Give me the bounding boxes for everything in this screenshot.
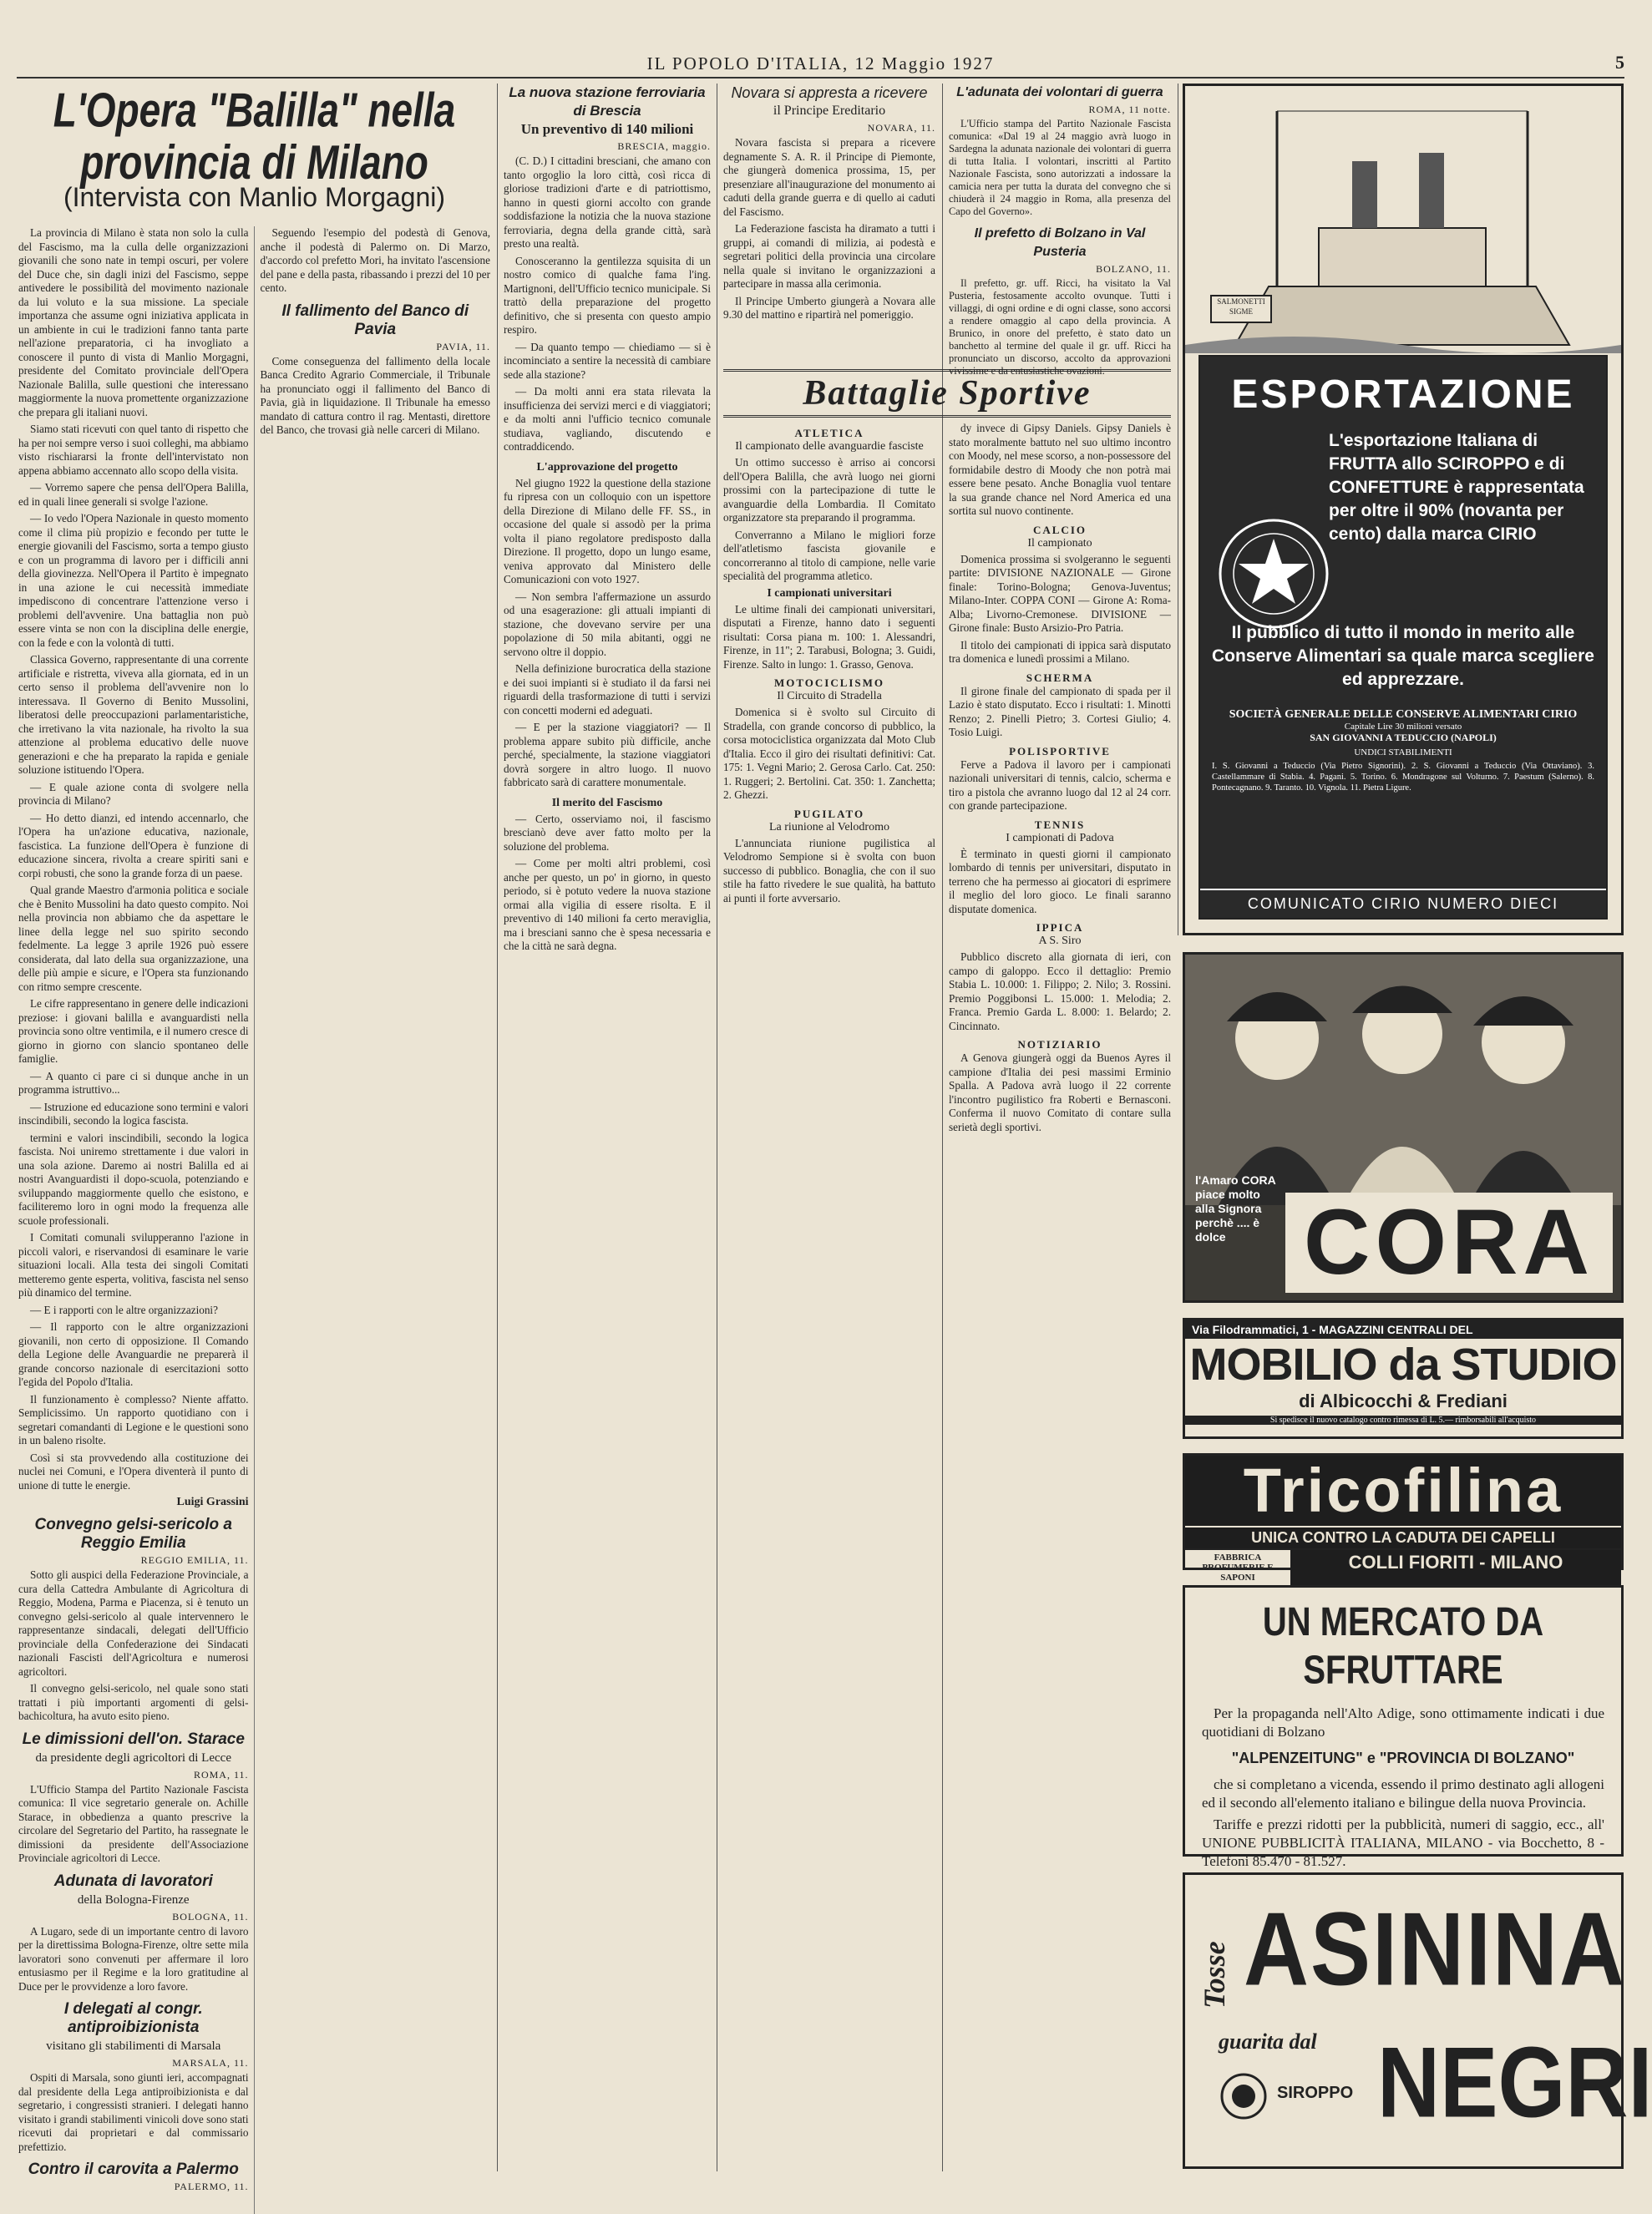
asinina-guarita: guarita dal [1219,2029,1317,2054]
article-subheadline: il Principe Ereditario [773,104,886,118]
paragraph: — A quanto ci pare ci si dunque anche in un programma istruttivo... [18,1069,249,1096]
paragraph: Siamo stati ricevuti con quel tanto di rispetto che ha per noi sempre verso i suoi colleghi, ma abbiamo visto rischiararsi la fronte dell'intervistato non appena abbiamo accennato allo scopo della visita. [18,423,249,477]
tricofilina-tagline: UNICA CONTRO LA CADUTA DEI CAPELLI [1185,1526,1621,1548]
seal-icon [1219,2071,1269,2121]
paragraph: Domenica prossima si svolgeranno le seguenti partite: DIVISIONE NAZIONALE — Girone finale: Torino-Bologna; Genova-Juventus; Milano-Inter. COPPA CONI — Girone A: Roma-Alba; Livorno-Cremonese. DIVISIONE — Girone finale: Busto Arsizio-Pro Patria. [949,552,1171,634]
paragraph: Converranno a Milano le migliori forze dell'atletismo fascista giovanile e concorreranno al titolo di campione, nelle varie specialità del programma atletico. [723,528,935,582]
article-subheadline: della Bologna-Firenze [77,1892,190,1907]
byline: Luigi Grassini [176,1496,249,1508]
paragraph: — E i rapporti con le altre organizzazioni? [30,1303,218,1316]
paragraph: — Ho detto dianzi, ed intendo accennarlo, che l'Opera ha un'azione educativa, nazionale, fascistica. La funzione dell'Opera è funzione di educazione sincera, rivolta a creare spiriti sani e corpi robusti, che sono la grande forza di un paese. [18,811,249,879]
article-subheadline: Un preventivo di 140 milioni [520,121,694,137]
paragraph: Qual grande Maestro d'armonia politica e sociale che è Benito Mussolini ha dato questo compito. Noi nella provincia non abbiamo che da aspettare le linee della legge nel suo spirito secondo fedelmente. La legge 3 aprile 1926 può essere considerata, dal lato della sua organizzazione, una delle più ampie e sicure, e l'Opera sta funzionando con ritmo sempre crescente. [18,884,249,993]
column-rule [497,84,498,2171]
article-subheadline: da presidente degli agricoltori di Lecce [35,1750,231,1765]
article-headline: Le dimissioni dell'on. Starace [22,1730,245,1748]
page-header [17,52,1624,79]
dateline: BRESCIA, maggio. [617,140,711,152]
paragraph: Seguendo l'esempio del podestà di Genova, anche il podestà di Palermo on. Di Marzo, d'accordo col prefetto Mori, ha invitato l'ascensione del pane e della pasta, ribassando i prezzi del 10 per cento. [260,226,490,294]
ad-mercato [1183,1585,1624,1869]
ad-cirio [1183,84,1624,935]
page-number: 5 [1615,52,1624,73]
paragraph: Ospiti di Marsala, sono giunti ieri, accompagnati dal presidente della Lega antiproibizionista e dal segretario, i congressisti stranieri. I delegati hanno visitato i grandi stabilimenti vinicoli dove sono stati ricevuti dai proprietari e dal commissario prefettizio. [18,2071,249,2153]
paragraph: A Lugaro, sede di un importante centro di lavoro per la direttissima Bologna-Firenze, oltre sette mila lavoratori sono convenuti per affermare il loro entusiasmo per il Regime e la loro gratitudine al Duce per le provvidenze a loro favore. [18,1924,249,1993]
cirio-company: SOCIETÀ GENERALE DELLE CONSERVE ALIMENTARI CIRIO [1229,708,1578,721]
paragraph: Come conseguenza del fallimento della locale Banca Credito Agrario Commerciale, il Tribunale ha pronunciato oggi il fallimento del Banco di Pavia, già in liquidazione. Il Tribunale ha emesso mandato di cattura contro il rag. Mentasti, direttore del Banco, che trovasi già nelle carceri di Milano. [260,354,490,436]
paragraph: Le cifre rappresentano in genere delle indicazioni preziose: i giovani balilla e avanguardisti nella provincia sono oltre ventimila, e il numero cresce di giorno in giorno con slancio spontaneo delle famiglie. [18,997,249,1065]
cirio-title: ESPORTAZIONE [1231,372,1575,417]
seal-core [1232,2085,1255,2108]
paragraph: Il prefetto, gr. uff. Ricci, ha visitato la Val Pusteria, festosamente accolto ovunque. Tutti i villaggi, di ogni ordine e di ogni classe, sono accorsi a rendere omaggio al capo della provincia. A Brunico, in onore del prefetto, è stato dato un banchetto al termine del quale il gr. uff. Ricci ha pronunciato un discorso, accolto da approvazioni vivissime e da entusiastiche ovazioni. [949,277,1171,377]
dateline: ROMA, 11. [193,1768,249,1781]
paragraph: È terminato in questi giorni il campionato lombardo di tennis per universitari, disputato in terreno che ha permesso ai giocatori di esprimere il meglio del loro gioco. Le finali saranno disputate domenica. [949,847,1171,915]
dateline: BOLZANO, 11. [1096,263,1171,275]
article-headline: Contro il carovita a Palermo [28,2161,239,2178]
mercato-paragraph: che si completano a vicenda, essendo il primo destinato agli allogeni ed il secondo all'elemento italiano e bilingue della nuova Provincia. [1202,1776,1604,1811]
paragraph: — E per la stazione viaggiatori? — Il problema appare subito più difficile, anche perché, specialmente, la stazione viaggiatori dovrà sorgere in altro luogo. Il nuovo fabbricato sarà di carattere monumentale. [504,721,711,788]
sports-banner-title: Battaglie Sportive [803,374,1092,413]
mobilio-owners: di Albicocchi & Frediani [1299,1391,1508,1411]
asinina-brand-negri: NEGRI [1377,2027,1652,2139]
cirio-star-emblem [1215,515,1332,632]
dateline: REGGIO EMILIA, 11. [140,1554,249,1566]
asinina-siroppo: SIROPPO [1277,2084,1354,2102]
dateline: NOVARA, 11. [867,122,935,134]
paragraph: I Comitati comunali svilupperanno l'azione in piccoli valori, e riservandosi di esaminare le varie situazioni locali. Alla testa dei singoli Comitati metteremo gente esperta, volitiva, fascista nel senso più dinamico del termine. [18,1231,249,1299]
lead-subheadline: (Intervista con Manlio Morgagni) [63,182,446,212]
paragraph: Sotto gli auspici della Federazione Provinciale, a cura della Cattedra Ambulante di Agricoltura di Reggio, Modena, Parma e Piacenza, si è tenuto un convegno gelsi-sericolo al quale intervennero le rappresentanze sindacali, delegati dell'Ufficio provinciale della Confederazione dei Sindacati nazionali Fascisti dell'Agricoltura e numerosi agricoltori. [18,1568,249,1678]
section-subheading: Il merito del Fascismo [551,796,663,809]
section-subheading: I campionati di Padova [1006,831,1114,844]
section-label: TENNIS [1034,818,1086,831]
section-subheading: Il campionato [1027,536,1092,550]
paragraph: termini e valori inscindibili, secondo la logica fascista. Noi uniremo strettamente i due valori in una sola azione. Daremo ai nostri Balilla ed ai nostri Avanguardisti il dopo-scuola, potenziando e sviluppando maggiormente quello che esistono, e faciliteremo loro in ogni modo la frequenza alle scuole professionali. [18,1131,249,1227]
paragraph: Pubblico discreto alla giornata di ieri, con campo di galoppo. Ecco il dettaglio: Premio Stabia L. 10.000: 1. Filippo; 2. Nilo; 3. Rossini. Premio Poggibonsi L. 15.000: 1. Melodia; 2. Franca. Premio Garda L. 8.000: 1. Belardo; 2. Cincinnato. [949,950,1171,1032]
section-label: IPPICA [1036,921,1084,934]
section-label: MOTOCICLISMO [773,676,885,689]
asinina-tosse: Tosse [1198,1941,1231,2009]
lead-article-balilla [18,82,490,2192]
cora-tagline: l'Amaro CORA piace molto alla Signora perchè .... è dolce [1195,1173,1276,1244]
paragraph: (C. D.) I cittadini bresciani, che amano con tanto orgoglio la loro città, così ricca di gloriose tradizioni d'arte e di patriottismo, hanno in questi giorni accolto con grande soddisfazione la notizia che la nuova stazione ferroviaria, degna della grande città, sarà presto una realtà. [504,155,711,250]
paragraph: Così si sta provvedendo alla costituzione dei nuclei nei Comuni, e l'Opera diventerà il punto di unione di tutte le energie. [18,1451,249,1492]
section-label: POLISPORTIVE [1009,744,1111,757]
tricofilina-place: COLLI FIORITI - MILANO [1290,1550,1621,1585]
ship-funnel [1352,161,1377,228]
cirio-panel [1198,355,1608,920]
mobilio-brand: MOBILIO da STUDIO [1189,1340,1617,1390]
paragraph: — Da quanto tempo — chiediamo — si è incominciato a sentire la necessità di cambiare sede alla stazione? [504,340,711,381]
article-volontari [949,84,1171,377]
mercato-paragraph: Per la propaganda nell'Alto Adige, sono ottimamente indicati i due quotidiani di Bolzano [1202,1705,1604,1740]
paragraph: L'Ufficio Stampa del Partito Nazionale Fascista comunica: Il vice segretario generale on. Achille Starace, in obbedienza a quanto prescrive la circolare del Segretario del Partito, ha rassegnate le dimissioni da presidente dell'Associazione Provinciale agricoltori di Lecce. [18,1782,249,1864]
dateline: MARSALA, 11. [172,2057,249,2069]
mercato-title: UN MERCATO DA SFRUTTARE [1262,1599,1544,1693]
section-subheading: Il Circuito di Stradella [777,690,882,702]
paragraph: L'annunciata riunione pugilistica al Velodromo Sempione si è svolta con buon successo di pubblico. Bonaglia, che con il suo stile ha fatto rivedere le sue qualità, ha battuto ai punti il forte avversario. [723,836,935,904]
section-label: ATLETICA [794,427,864,439]
paragraph: — Come per molti altri problemi, così anche per questo, un po' in giorno, in questo periodo, si è potuto vedere la nuova stazione ormai alla vigilia di essere risolta. E il preventivo di 140 milioni fa certo meraviglia, ma i bresciani sanno che è spesa necessaria e che la città ne sarà degna. [504,857,711,952]
paragraph: Il Principe Umberto giungerà a Novara alle 9.30 del mattino e ripartirà nel pomeriggio. [723,294,935,321]
paragraph: Classica Governo, rappresentante di una corrente artificiale e ristretta, viveva alla giornata, ed in un certo senso il problema dell'avvenire non lo interessava. Il Governo di Benito Mussolini, liberatosi delle preoccupazioni parlamentaristiche, che irretivano la vita nazionale, ha rivolto la sua attenzione al problema educativo delle nuove generazioni e che ha preparato la rapida e geniale soluzione istituendo l'Opera. [18,653,249,776]
masthead: IL POPOLO D'ITALIA, 12 Maggio 1927 [646,53,995,73]
paragraph: — Non sembra l'affermazione un assurdo od una esagerazione: gli attuali impianti di stazione, che dovevano servire per una popolazione di 50 mila abitanti, oggi ne servono oltre il doppio. [504,590,711,658]
sports-column-left [723,422,935,2176]
section-subheading: A S. Siro [1038,935,1082,947]
section-label: CALCIO [1032,523,1087,536]
ship-funnel [1419,153,1444,228]
paragraph: — Istruzione ed educazione sono termini e valori inscindibili, secondo la logica fascista. [18,1100,249,1127]
mobilio-address: Via Filodrammatici, 1 - MAGAZZINI CENTRALI DEL [1185,1320,1621,1339]
paragraph: — Il rapporto con le altre organizzazioni giovanili, non certo di opposizione. Il Comando della Legione delle Avanguardie ne preparerà il grande concorso nazionale di esercitazioni sotto l'egida del Popolo d'Italia. [18,1320,249,1388]
section-subheading: La riunione al Velodromo [769,820,889,833]
ship-deck [1319,228,1486,286]
paragraph: Novara fascista si prepara a ricevere degnamente S. A. R. il Principe di Piemonte, che giungerà domenica prossima, 15, per presenziare all'inaugurazione del monumento ai caduti della grande guerra e di quello ai caduti del Fascismo. [723,136,935,218]
ad-asinina [1183,1872,1652,2169]
article-headline: Convegno gelsi-sericolo a Reggio Emilia [34,1516,232,1552]
mercato-papers: "ALPENZEITUNG" e "PROVINCIA DI BOLZANO" [1231,1750,1575,1766]
paragraph: Il funzionamento è complesso? Niente affatto. Semplicissimo. Un rapporto quotidiano con i segretari comandanti di Legione e le questioni sono in un baleno risolte. [18,1392,249,1446]
article-subheadline: visitano gli stabilimenti di Marsala [46,2039,221,2053]
dateline: PAVIA, 11. [436,340,490,352]
cirio-hq: SAN GIOVANNI A TEDUCCIO (NAPOLI) [1310,732,1497,743]
paragraph: L'Ufficio stampa del Partito Nazionale Fascista comunica: «Dal 19 al 24 maggio avrà luogo in Sardegna la adunata nazionale dei volontari di guerra di tutta Italia. I volontari, inscritti al Partito Nazionale Fascista, sono autorizzati a indossare la camicia nera per tutta la durata del convegno che si chiuderà il 24 maggio in Roma, alla presenza del Capo del Governo». [949,118,1171,217]
section-subheading: I campionati universitari [767,586,892,600]
article-headline: Il fallimento del Banco di Pavia [281,301,469,338]
cora-brand: CORA [1285,1193,1613,1293]
ad-tricofilina [1183,1453,1624,1583]
paragraph: Nel giugno 1922 la questione della stazione fu ripresa con un colloquio con un ispettore della Direzione di Milano delle FF. SS., in occasione del quale si assodò per la prima volta il piano regolatore predisposto dalla Direzione. Il progetto, dopo un lungo esame, veniva approvato dal Ministero delle Comunicazioni con voto 1927. [504,476,711,585]
paragraph: La Federazione fascista ha diramato a tutti i gruppi, ai comandi di milizia, ai podestà e segretari politici della provincia una circolare nella quale si invitano le organizzazioni a partecipare in massa alla cerimonia. [723,222,935,290]
section-label: SCHERMA [1026,671,1094,684]
article-headline: L'adunata dei volontari di guerra [956,85,1163,99]
paragraph: Domenica si è svolto sul Circuito di Stradella, con grande concorso di pubblico, la corsa motociclistica organizzata dal Moto Club d'Italia. Ecco il giro dei risultati definitivi: Cat. 175: 1. Vegni Mario; 2. Gerosa Carlo. Cat. 250: 1. Ruggeri; 2. Bertolini. Cat. 350: 1. Zanchetta; 2. Ghezzi. [723,706,935,801]
mercato-paragraph: Tariffe e prezzi ridotti per la pubblicità, numeri di saggio, ecc., all' UNIONE PUBBLICITÀ ITALIANA, MILANO - via Bocchetto, 8 - Telefoni 85.470 - 81.527. [1202,1816,1604,1869]
paragraph: La provincia di Milano è stata non solo la culla del Fascismo, ma la culla delle organizzazioni giovanili che sono nate in tempi oscuri, per volere del Duce che, sin dagli inizi del Fascismo, seppe antivedere le possibilità del movimento nazionale da lui voluto e la sua missione. La speciale importanza che assume ogni iniziativa applicata in un ambiente in cui le tradizioni fanno tanta parte nell'azione preparatoria, ci ha invogliato a conoscere il punto di vista di Manlio Morgagni, presidente del Comitato provinciale dell'Opera Nazionale Balilla, sulle questioni che interessano maggiormente la nuova promettente organizzazione che prepara gli italiani nuovi. [18,226,249,418]
cirio-plants-label: UNDICI STABILIMENTI [1354,747,1452,757]
article-brescia-station [504,84,711,2180]
cirio-capital: Capitale Lire 30 milioni versato [1344,722,1462,732]
section-label: NOTIZIARIO [1017,1038,1102,1051]
article-headline: Il prefetto di Bolzano in Val Pusteria [974,226,1146,259]
section-label: PUGILATO [793,807,865,820]
article-headline: I delegati al congr. antiproibizionista [63,2000,203,2036]
paragraph: Il girone finale del campionato di spada per il Lazio è stato disputato. Ecco i risultati: 1. Minotti Renzo; 2. Pinelli Pietro; 3. Cortesi Giulio; 4. Tosio Luigi. [949,684,1171,738]
ad-mobilio [1183,1318,1624,1439]
paragraph: — E quale azione conta di svolgere nella provincia di Milano? [18,780,249,807]
paragraph: — Vorremo sapere che pensa dell'Opera Balilla, ed in quali linee generali si svolge l'azione. [18,481,249,508]
paragraph: — Certo, osserviamo noi, il fascismo brescianò deve aver fatto molto per la soluzione del problema. [504,812,711,853]
lead-headline: L'Opera "Balilla" nella provincia di Milano [53,82,456,190]
paragraph: Il titolo dei campionati di ippica sarà disputato tra domenica e lunedì prossimi a Milano. [949,638,1171,665]
tricofilina-maker: FABBRICA PROFUMERIE E SAPONI [1202,1553,1274,1583]
paragraph: Conosceranno la gentilezza squisita di un nostro comico di qualche fama l'ing. Martignoni, dell'Ufficio tecnico municipale. Si trattò della preparazione del progetto definitivo, che si presenta con questo ampio respiro. [504,254,711,336]
article-headline: Adunata di lavoratori [53,1872,213,1890]
article-headline: Novara si appresta a ricevere [731,84,928,101]
article-headline: La nuova stazione ferroviaria di Brescia [509,84,706,119]
paragraph: Nella definizione burocratica della stazione e dei suoi impianti si è studiato il da farsi nei riguardi della trasformazione di tutti i servizi con concetti moderni ed adeguati. [504,662,711,717]
paragraph: — Io vedo l'Opera Nazionale in questo momento come il clima più propizio e fecondo per tutte le energie giovanili del Fascismo, sorta a tempo giusto e con un programma di lavoro per i difficili anni della giovinezza. Nell'Opera il Partito è impegnato in una azione le cui necessità immediate impediscono di concentrare l'attenzione verso i problemi dell'avvenire. Una battaglia non può essere vinta se non con la disciplina delle energie, con la fede e con la volontà di tutti. [18,512,249,649]
ad-cora [1183,952,1624,1303]
cora-illustration [1185,955,1621,1205]
cirio-footer: COMUNICATO CIRIO NUMERO DIECI [1200,889,1606,918]
cirio-slogan: Il pubblico di tutto il mondo in merito alle Conserve Alimentari sa quale marca scegliere ed apprezzare. [1212,623,1594,689]
cirio-plants: I. S. Giovanni a Teduccio (Via Pietro Signorini). 2. S. Giovanni a Teduccio (Via Ottaviano). 3. Castellammare di Stabia. 4. Pagani. 5. Torino. 6. Mondragone sul Volturno. 7. Paestum (Salerno). 8. Pontecagnano. 9. Taranto. 10. Vignola. 11. Pietra Ligure. [1212,762,1594,793]
dateline: ROMA, 11 notte. [1088,104,1171,115]
paragraph: — Da molti anni era stata rilevata la insufficienza dei servizi merci e di viaggiatori; e da molti anni l'ufficio tecnico comunale studiava, vagliando, discutendo e contraddicendo. [504,385,711,453]
paragraph: A Genova giungerà oggi da Buenos Ayres il campione d'Italia dei pesi massimi Erminio Spalla. A Padova avrà luogo il 22 corrente l'incontro pugilistico fra Roberti e Bernasconi. Conferma il nuovo Comitato di contare sulla serietà degli sportivi. [949,1051,1171,1133]
asinina-brand: ASININA [1244,1890,1627,2007]
paragraph: dy invece di Gipsy Daniels. Gipsy Daniels è stato moralmente battuto nel suo ultimo incontro con Moody, nel mese scorso, a non-possessore del formidabile destro di Moody che non potrà mai essere bene pesato. Anche Bonaglia vuol tentare la sua grande chance nel Nord America ed una sortita sul nuovo continente. [949,422,1171,517]
dateline: BOLOGNA, 11. [172,1910,249,1923]
star-icon [1239,539,1309,604]
paragraph: Le ultime finali dei campionati universitari, disputati a Firenze, hanno dato i seguenti risultati: Corsa piana m. 100: 1. Alessandri, Firenze, in 11"; 2. Tarabusi, Bologna; 3. Guidi, Firenze. Salto in lungo: 1. Grasso, Genova. [723,602,935,671]
paragraph: Il convegno gelsi-sericolo, nel quale sono stati trattati i più importanti argomenti di gelsi-bachicoltura, ha avuto esito pieno. [18,1682,249,1722]
tricofilina-brand: Tricofilina [1185,1456,1621,1526]
mobilio-note: Si spedisce il nuovo catalogo contro rimessa di L. 5.— rimborsabili all'acquisto [1185,1416,1621,1425]
section-subheading: Il campionato delle avanguardie fasciste [735,440,924,453]
section-subheading: L'approvazione del progetto [536,460,678,474]
ship-hull [1235,286,1569,345]
dateline: PALERMO, 11. [174,2181,249,2192]
paragraph: Un ottimo successo è arriso ai concorsi dell'Opera Balilla, che avrà luogo nei giorni prossimi con la partecipazione di tutte le avanguardie della Lombardia. Il Comitato organizzatore sta preparando il programma. [723,456,935,524]
cirio-body: L'esportazione Italiana di FRUTTA allo SCIROPPO e di CONFETTURE è rappresentata per oltre il 90% (novanta per cento) dalla marca CIRIO [1329,431,1584,544]
brand-badge: SALMONETTI SIGME [1210,295,1272,323]
paragraph: Ferve a Padova il lavoro per i campionati nazionali universitari di tennis, calcio, scherma e tiro a pistola che avranno luogo dal 12 al 24 corr. con grande partecipazione. [949,757,1171,812]
sports-column-right [949,422,1171,2176]
